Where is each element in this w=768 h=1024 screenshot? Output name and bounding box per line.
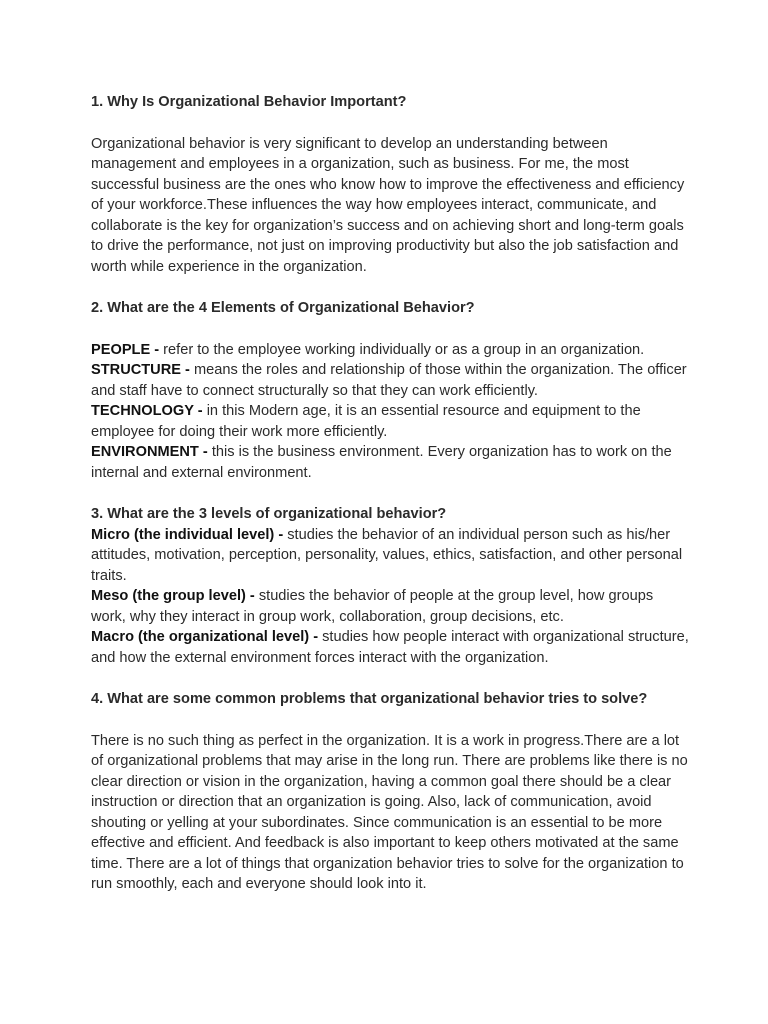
element-structure [91,360,691,401]
question-2-heading: 2. What are the 4 Elements of Organizational Behavior? [91,300,475,316]
level-term: Macro (the organizational level) - [91,629,323,645]
answer-1-paragraph: Organizational behavior is very significant to develop an understanding between management and employees in a organization, such as business. For me, the most successful business are the ones who know how to improve the effectiveness and efficiency of your workforce.These influences the way how employees interact, communicate, and collaborate is the key for organization’s success and on achieving short and long-term goals to drive the performance, not just on improving productivity but also the job satisfaction and worth while experience in the organization. [91,135,685,275]
element-term: TECHNOLOGY - [91,403,207,419]
level-term: Micro (the individual level) - [91,526,288,543]
element-text: this is the business environment. Every organization has to work on the internal and external environment. [91,444,672,481]
question-1-heading: 1. Why Is Organizational Behavior Important? [91,94,407,110]
document-page [91,92,691,895]
level-text: studies the behavior of people at the group level, how groups work, why they interact in group work, collaboration, group decisions, etc. [91,588,654,625]
question-4-heading: 4. What are some common problems that organizational behavior tries to solve? [91,691,648,707]
element-technology [91,401,691,442]
level-term: Meso (the group level) - [91,588,259,604]
level-meso [91,586,691,627]
level-text: studies the behavior of an individual person such as his/her attitudes, motivation, perception, personality, values, ethics, satisfaction, and other personal traits. [91,526,683,584]
answer-4-paragraph: There is no such thing as perfect in the organization. It is a work in progress.There are a lot of organizational problems that may arise in the long run. There are problems like there is no clear direction or vision in the organization, having a common goal there should be a clear instruction or direction that an organization is going. Also, lack of communication, avoid shouting or yelling at your subordinates. Since communication is an essential to be more effective and efficient. And feedback is also important to keep others motivated at the same time. There are a lot of things that organization behavior tries to solve for the organization to run smoothly, each and everyone should look into it. [91,732,688,892]
element-text: means the roles and relationship of those within the organization. The officer and staff have to connect structurally so that they can work efficiently. [91,362,687,399]
element-text: in this Modern age, it is an essential resource and equipment to the employee for doing their work more efficiently. [91,403,641,440]
level-micro [91,525,691,587]
element-term: STRUCTURE - [91,362,194,378]
element-term: PEOPLE - [91,341,164,358]
element-term: ENVIRONMENT - [91,444,212,460]
level-macro [91,627,691,668]
element-environment [91,442,691,483]
element-text: refer to the employee working individually or as a group in an organization. [163,341,645,358]
element-people [91,340,691,361]
level-text: studies how people interact with organizational structure, and how the external environment forces interact with the organization. [91,629,689,666]
question-3-heading: 3. What are the 3 levels of organizational behavior? [91,506,447,522]
